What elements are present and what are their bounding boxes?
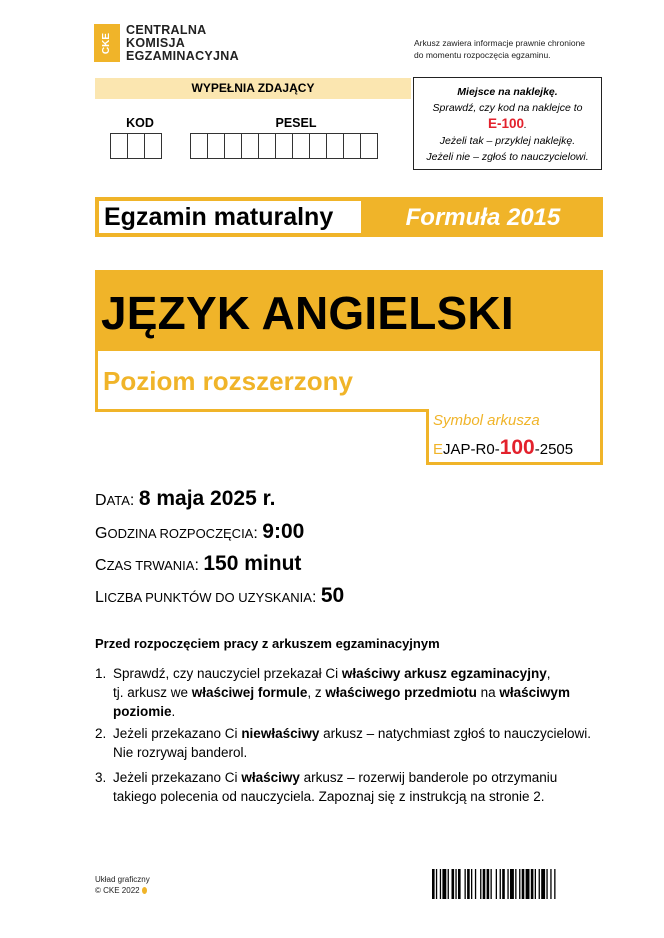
pesel-box[interactable] xyxy=(207,133,225,159)
instructions-title: Przed rozpoczęciem pracy z arkuszem egzaminacyjnym xyxy=(95,636,440,651)
barcode-bar xyxy=(519,869,520,899)
instruction-item: 2. Jeżeli przekazano Ci niewłaściwy arkusz – natychmiast zgłoś to nauczycielowi. Nie rozrywaj banderol. xyxy=(95,726,591,760)
barcode-bar xyxy=(515,869,516,899)
sticker-code: E-100 xyxy=(488,116,525,131)
footer: Układ graficzny © CKE 2022 xyxy=(95,875,150,895)
barcode-bar xyxy=(452,869,455,899)
symbol-label: Symbol arkusza xyxy=(433,412,540,429)
exam-duration: CZAS TRWANIA: 150 minut xyxy=(95,552,302,575)
pesel-box[interactable] xyxy=(326,133,344,159)
barcode-bar xyxy=(440,869,441,899)
pesel-box[interactable] xyxy=(360,133,378,159)
sticker-area: Miejsce na naklejkę. Sprawdź, czy kod na naklejce to E-100. Jeżeli tak – przyklej naklejkę. Jeżeli nie – zgłoś to nauczycielowi. xyxy=(413,77,602,170)
pesel-box[interactable] xyxy=(190,133,208,159)
barcode xyxy=(432,869,604,899)
pesel-input[interactable] xyxy=(190,133,377,159)
barcode-bar xyxy=(526,869,530,899)
pesel-box[interactable] xyxy=(309,133,327,159)
symbol-code: EJAP-R0-100-2505 xyxy=(433,436,574,459)
barcode-bar xyxy=(483,869,486,899)
barcode-bar xyxy=(442,869,446,899)
instruction-item: 1. Sprawdź, czy nauczyciel przekazał Ci właściwy arkusz egzaminacyjny, tj. arkusz we właściwej formule, z właściwego przedmiotu na właściwym poziomie. xyxy=(95,666,570,719)
kod-box[interactable] xyxy=(127,133,145,159)
barcode-bar xyxy=(491,869,492,899)
exam-start-time: GODZINA ROZPOCZĘCIA: 9:00 xyxy=(95,520,305,543)
barcode-bar xyxy=(546,869,547,899)
kod-label: KOD xyxy=(126,116,154,130)
kod-box[interactable] xyxy=(110,133,128,159)
pesel-box[interactable] xyxy=(224,133,242,159)
subject-title: JĘZYK ANGIELSKI xyxy=(101,287,514,339)
barcode-bar xyxy=(458,869,461,899)
barcode-bar xyxy=(436,869,437,899)
barcode-bar xyxy=(502,869,505,899)
barcode-bar xyxy=(432,869,435,899)
pesel-box[interactable] xyxy=(292,133,310,159)
barcode-bar xyxy=(467,869,470,899)
exam-date: DATA: 8 maja 2025 r. xyxy=(95,487,276,510)
kod-input[interactable] xyxy=(110,133,161,159)
barcode-bar xyxy=(496,869,497,899)
instruction-item: 3. Jeżeli przekazano Ci właściwy arkusz – rozerwij banderole po otrzymaniu takiego polecenia od nauczyciela. Zapoznaj się z instrukcją na stronie 2. xyxy=(95,770,558,804)
barcode-bar xyxy=(522,869,525,899)
exam-formula: Formuła 2015 xyxy=(405,204,561,231)
barcode-bar xyxy=(507,869,508,899)
barcode-bar xyxy=(480,869,481,899)
barcode-bar xyxy=(550,869,551,899)
barcode-bar xyxy=(541,869,545,899)
cke-logo-mark: CKE xyxy=(94,24,120,62)
barcode-bar xyxy=(531,869,534,899)
pesel-label: PESEL xyxy=(275,116,317,130)
pesel-box[interactable] xyxy=(241,133,259,159)
exam-points: LICZBA PUNKTÓW DO UZYSKANIA: 50 xyxy=(95,584,345,607)
exam-title: Egzamin maturalny xyxy=(99,201,361,233)
barcode-bar xyxy=(535,869,536,899)
pesel-box[interactable] xyxy=(275,133,293,159)
barcode-bar xyxy=(471,869,472,899)
barcode-bar xyxy=(487,869,490,899)
pesel-box[interactable] xyxy=(258,133,276,159)
kod-box[interactable] xyxy=(144,133,162,159)
barcode-bar xyxy=(539,869,540,899)
barcode-bar xyxy=(500,869,501,899)
legal-notice: Arkusz zawiera informacje prawnie chronione do momentu rozpoczęcia egzaminu. xyxy=(414,38,586,60)
cke-logo-text: CENTRALNA KOMISJA EGZAMINACYJNA xyxy=(126,23,239,63)
subject-level: Poziom rozszerzony xyxy=(98,351,600,409)
barcode-bar xyxy=(510,869,514,899)
barcode-bar xyxy=(455,869,456,899)
cke-drop-icon xyxy=(142,887,147,894)
barcode-bar xyxy=(475,869,476,899)
barcode-bar xyxy=(465,869,466,899)
pesel-box[interactable] xyxy=(343,133,361,159)
barcode-bar xyxy=(448,869,449,899)
fill-header: WYPEŁNIA ZDAJĄCY xyxy=(95,78,411,99)
barcode-bar xyxy=(554,869,555,899)
